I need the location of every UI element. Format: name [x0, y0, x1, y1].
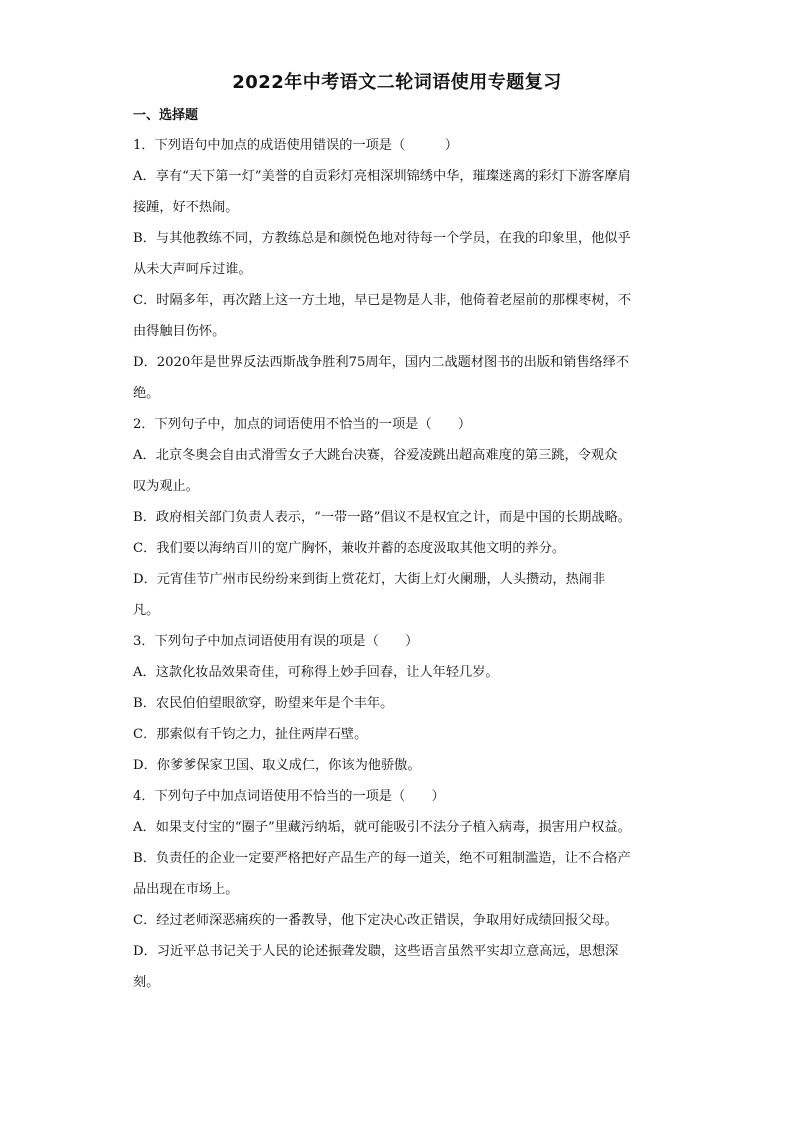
q1-option-d-line2: 绝。 — [133, 386, 160, 401]
q2-option-b: B．政府相关部门负责人表示，“一带一路”倡议不是权宜之计，而是中国的长期战略。 — [133, 510, 631, 525]
q3-option-a: A．这款化妆品效果奇佳，可称得上妙手回春，让人年轻几岁。 — [133, 665, 499, 680]
q1-option-c-line2: 由得触目伤怀。 — [133, 324, 226, 339]
q1-option-a-line2: 接踵，好不热闹。 — [133, 200, 239, 215]
q1-option-a-line1: A．享有“天下第一灯”美誉的自贡彩灯亮相深圳锦绣中华，璀璨迷离的彩灯下游客摩肩 — [133, 169, 631, 184]
q2-option-d-line1: D．元宵佳节广州市民纷纷来到街上赏花灯，大街上灯火阑珊，人头攒动，热闹非 — [133, 572, 606, 587]
q1-stem: 1．下列语句中加点的成语使用错误的一项是（ ） — [133, 138, 458, 153]
section-heading: 一、选择题 — [133, 108, 199, 123]
q2-option-c: C．我们要以海纳百川的宽广胸怀，兼收并蓄的态度汲取其他文明的养分。 — [133, 541, 566, 556]
q2-option-a-line2: 叹为观止。 — [133, 479, 199, 494]
q4-option-d-line2: 刻。 — [133, 975, 160, 990]
q3-option-b: B．农民伯伯望眼欲穿，盼望来年是个丰年。 — [133, 696, 394, 711]
q4-option-a: A．如果支付宝的“圈子”里藏污纳垢，就可能吸引不法分子植入病毒，损害用户权益。 — [133, 820, 631, 835]
document-title: 2022年中考语文二轮词语使用专题复习 — [232, 72, 562, 93]
q3-option-c: C．那索似有千钧之力，扯住两岸石壁。 — [133, 727, 368, 742]
q4-option-b-line1: B．负责任的企业一定要严格把好产品生产的每一道关，绝不可粗制滥造，让不合格产 — [133, 851, 631, 866]
q4-stem: 4．下列句子中加点词语使用不恰当的一项是（ ） — [133, 789, 445, 804]
q4-option-b-line2: 品出现在市场上。 — [133, 882, 239, 897]
q2-stem: 2．下列句子中，加点的词语使用不恰当的一项是（ ） — [133, 417, 472, 432]
q3-option-d: D．你爹爹保家卫国、取义成仁，你该为他骄傲。 — [133, 758, 421, 773]
question-content — [133, 130, 663, 998]
q1-option-d-line1: D．2020年是世界反法西斯战争胜利75周年，国内二战题材图书的出版和销售络绎不 — [133, 355, 630, 370]
q2-option-d-line2: 凡。 — [133, 603, 160, 618]
q1-option-b-line1: B．与其他教练不同，方教练总是和颜悦色地对待每一个学员，在我的印象里，他似乎 — [133, 231, 631, 246]
q4-option-d-line1: D．习近平总书记关于人民的论述振聋发聩，这些语言虽然平实却立意高远，思想深 — [133, 944, 619, 959]
q1-option-c-line1: C．时隔多年，再次踏上这一方土地，早已是物是人非，他倚着老屋前的那棵枣树，不 — [133, 293, 632, 308]
q3-stem: 3．下列句子中加点词语使用有误的项是（ ） — [133, 634, 419, 649]
q2-option-a-line1: A．北京冬奥会自由式滑雪女子大跳台决赛，谷爱凌跳出超高难度的第三跳，令观众 — [133, 448, 618, 463]
q4-option-c: C．经过老师深恶痛疾的一番教导，他下定决心改正错误，争取用好成绩回报父母。 — [133, 913, 618, 928]
q1-option-b-line2: 从未大声呵斥过谁。 — [133, 262, 252, 277]
